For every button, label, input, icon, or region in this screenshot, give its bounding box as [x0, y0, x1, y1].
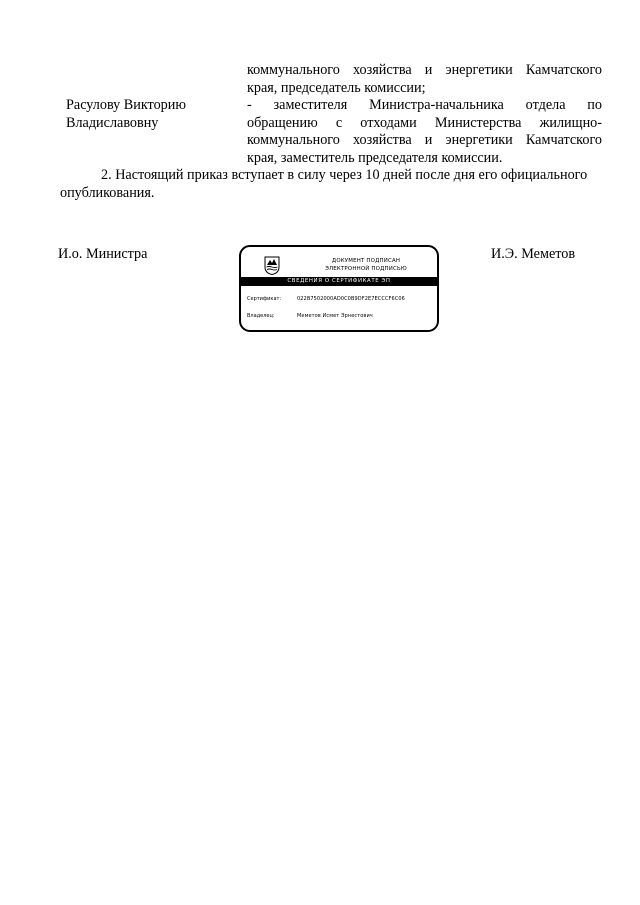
- text-line: 2. Настоящий приказ вступает в силу через 10 дней после дня его официального: [101, 167, 588, 183]
- member-name: [66, 97, 186, 132]
- e-signature-stamp: [239, 245, 439, 332]
- text-line: края, председатель комиссии;: [247, 79, 426, 96]
- prev-item-text: [247, 62, 602, 97]
- certificate-value: 022B7502000AD0C0B9DF2E7ECCCF6C06: [297, 296, 405, 302]
- text-line: коммунального хозяйства и энергетики Камчатского: [247, 132, 602, 148]
- member-role: [247, 97, 602, 167]
- signer-position: И.о. Министра: [58, 246, 148, 262]
- stamp-certificate-band: СВЕДЕНИЯ О СЕРТИФИКАТЕ ЭП: [241, 277, 437, 286]
- kamchatka-coat-of-arms-icon: [263, 256, 281, 275]
- text-line: Расулову Викторию: [66, 97, 186, 113]
- owner-value: Меметов Исмет Эрнестович: [297, 313, 373, 319]
- text-line: Владиславовну: [66, 114, 159, 131]
- certificate-label: Сертификат:: [247, 296, 282, 302]
- text-line: коммунального хозяйства и энергетики Камчатского: [247, 62, 602, 78]
- stamp-header-line-2: ЭЛЕКТРОННОЙ ПОДПИСЬЮ: [325, 266, 407, 272]
- stamp-header-line-1: ДОКУМЕНТ ПОДПИСАН: [331, 258, 401, 264]
- text-line: опубликования.: [60, 184, 155, 201]
- owner-label: Владелец:: [247, 313, 275, 319]
- text-line: обращению с отходами Министерства жилищно-: [247, 114, 602, 131]
- text-line: - заместителя Министра-начальника отдела по: [247, 97, 602, 113]
- paragraph-2: [60, 167, 612, 202]
- signer-name: И.Э. Меметов: [491, 246, 576, 262]
- text-line: края, заместитель председателя комиссии.: [247, 149, 503, 166]
